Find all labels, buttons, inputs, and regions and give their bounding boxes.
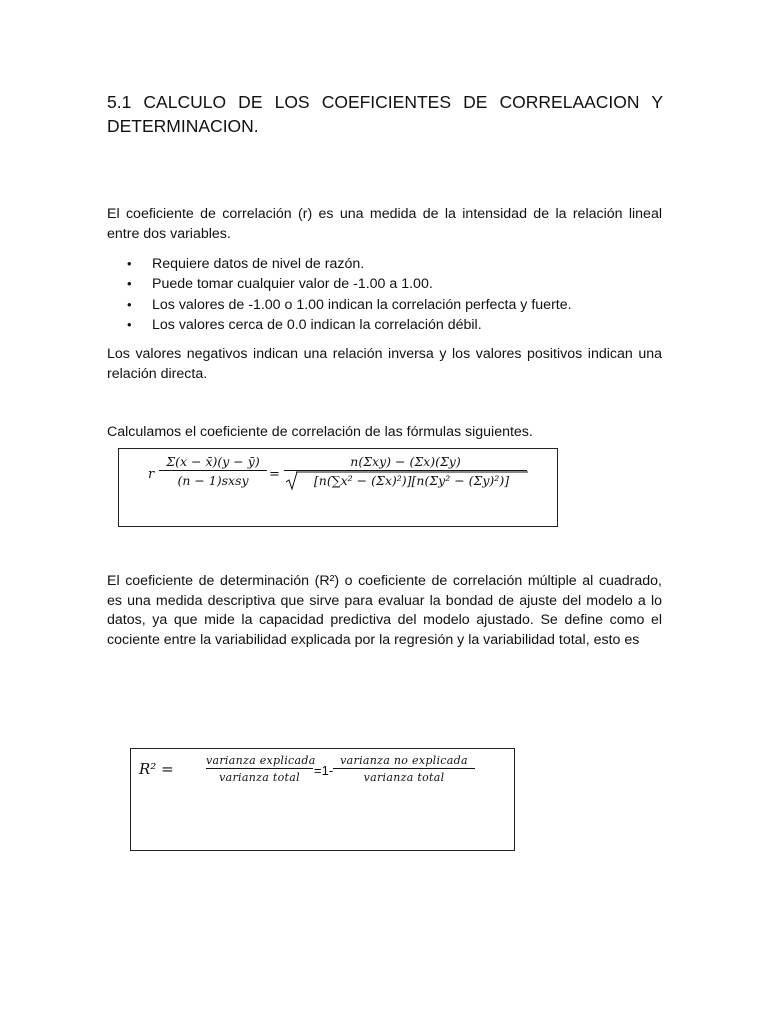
formula-r-symbol: r (148, 467, 155, 482)
list-item: • Los valores cerca de 0.0 indican la correlación débil. (127, 315, 647, 335)
formula-r2-lhs: R² = (139, 760, 174, 778)
fraction-denominator: varianza total (363, 771, 445, 784)
negatives-paragraph: Los valores negativos indican una relación inversa y los valores positivos indican una relación directa. (107, 346, 662, 382)
fraction-numerator: n(Σxy) − (Σx)(Σy) (350, 454, 461, 469)
calc-paragraph: Calculamos el coeficiente de correlación de las fórmulas siguientes. (107, 424, 533, 440)
fraction-denominator: [n(∑x² − (Σx)²)][n(Σy² − (Σy)²)] (313, 473, 510, 488)
formula-r-fraction-1 (159, 454, 267, 488)
determination-formula-box (130, 748, 515, 851)
section-heading: 5.1 CALCULO DE LOS COEFICIENTES DE CORRELAACION Y DETERMINACION. (107, 92, 663, 136)
square-root-bar (296, 471, 528, 473)
formula-r-equals: = (269, 467, 280, 482)
fraction-denominator: (n − 1)sxsy (177, 473, 249, 488)
fraction-denominator: varianza total (219, 771, 300, 784)
formula-r2-fraction-1 (206, 754, 316, 784)
formula-r-fraction-2 (284, 454, 527, 488)
correlation-formula-box (118, 448, 558, 527)
determination-paragraph: El coeficiente de determinación (R²) o coeficiente de correlación múltiple al cuadrado, es una medida descriptiva que sirve para evaluar la bondad de ajuste del modelo a lo datos, ya que mide la capacidad predictiva del modelo ajustado. Se define como el cociente entre la variabilidad explicada por la regresión y la variabilidad total, esto es (107, 573, 662, 648)
fraction-numerator: varianza no explicada (340, 754, 468, 767)
fraction-numerator: varianza explicada (206, 754, 316, 767)
intro-paragraph: El coeficiente de correlación (r) es una medida de la intensidad de la relación lineal entre dos variables. (107, 206, 662, 242)
list-item: • Los valores de -1.00 o 1.00 indican la correlación perfecta y fuerte. (127, 295, 647, 315)
square-root-icon (286, 471, 298, 491)
formula-r2-fraction-2 (333, 754, 475, 784)
properties-list (127, 254, 647, 335)
fraction-numerator: Σ(x − x̄)(y − ȳ) (166, 454, 260, 469)
list-item: • Requiere datos de nivel de razón. (127, 254, 647, 274)
list-item: • Puede tomar cualquier valor de -1.00 a 1.00. (127, 274, 647, 294)
formula-r2-middle: =1- (314, 763, 334, 778)
